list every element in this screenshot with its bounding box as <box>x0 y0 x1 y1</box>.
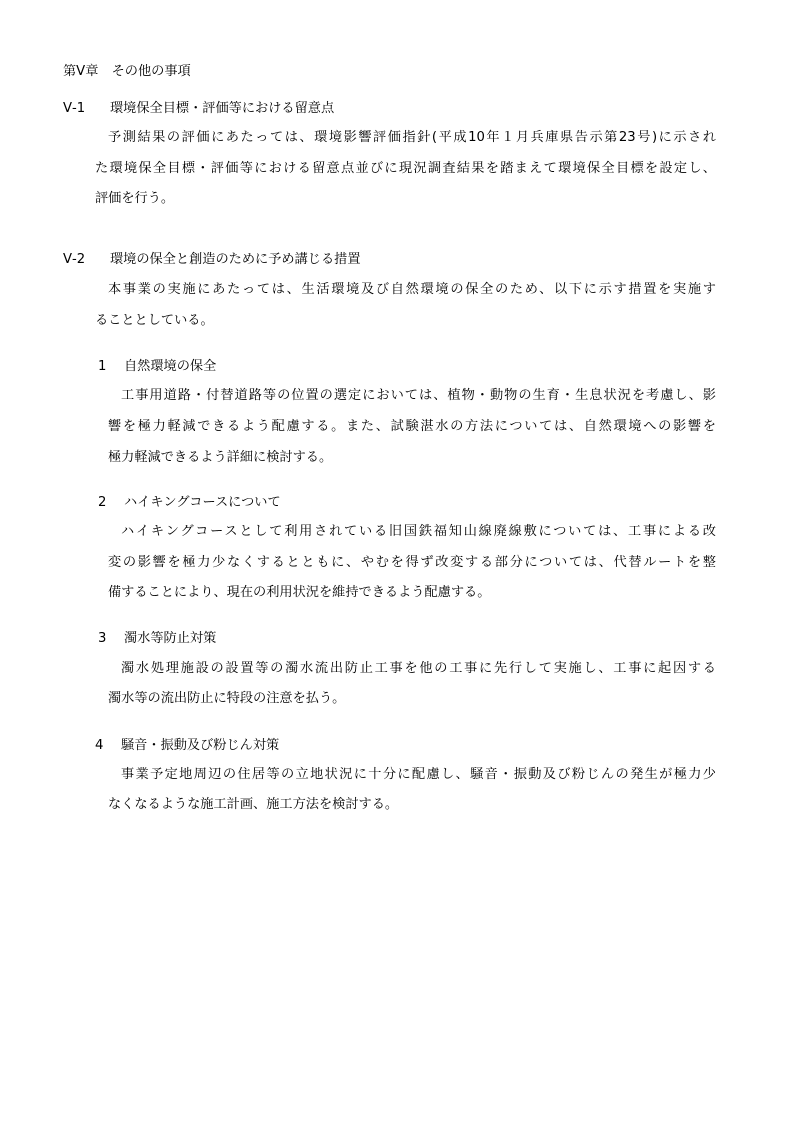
section-1-line-3: 評価を行う。 <box>95 191 175 206</box>
item-2-line-2: 変の影響を極力少なくするとともに、やむを得ず改変する部分については、代替ルートを整 <box>108 555 716 570</box>
section-2-heading: 環境の保全と創造のために予め講じる措置 <box>110 252 361 267</box>
item-1-line-2: 響を極力軽減できるよう配慮する。また、試験湛水の方法については、自然環境への影響を <box>108 419 716 434</box>
item-4-title: 騒音・振動及び粉じん対策 <box>121 738 280 753</box>
item-1-number: 1 <box>98 359 107 374</box>
item-2-title: ハイキングコースについて <box>124 495 281 510</box>
item-3-line-1: 濁水処理施設の設置等の濁水流出防止工事を他の工事に先行して実施し、工事に起因する <box>121 661 716 676</box>
item-1-title: 自然環境の保全 <box>124 359 217 374</box>
section-1-number: Ⅴ-1 <box>63 101 86 116</box>
section-1-line-1: 予測結果の評価にあたっては、環境影響評価指針(平成10年１月兵庫県告示第23号)に示され <box>108 130 716 145</box>
section-2-intro-line-2: ることとしている。 <box>95 313 214 328</box>
item-4-line-1: 事業予定地周辺の住居等の立地状況に十分に配慮し、騒音・振動及び粉じんの発生が極力少 <box>121 767 716 782</box>
section-1-heading: 環境保全目標・評価等における留意点 <box>110 101 335 116</box>
section-2-intro-line-1: 本事業の実施にあたっては、生活環境及び自然環境の保全のため、以下に示す措置を実施す <box>108 282 716 297</box>
item-3-title: 濁水等防止対策 <box>124 631 217 646</box>
section-1-line-2: た環境保全目標・評価等における留意点並びに現況調査結果を踏まえて環境保全目標を設定し、 <box>95 161 716 176</box>
chapter-title: 第Ⅴ章 その他の事項 <box>63 64 191 79</box>
item-1-line-3: 極力軽減できるよう詳細に検討する。 <box>108 450 333 465</box>
item-4-line-2: なくなるような施工計画、施工方法を検討する。 <box>108 797 399 812</box>
item-2-line-3: 備することにより、現在の利用状況を維持できるよう配慮する。 <box>108 585 491 600</box>
item-3-line-2: 濁水等の流出防止に特段の注意を払う。 <box>108 691 346 706</box>
item-4-number: 4 <box>95 738 104 753</box>
section-2-number: Ⅴ-2 <box>63 252 86 267</box>
item-2-line-1: ハイキングコースとして利用されている旧国鉄福知山線廃線敷については、工事による改 <box>121 524 716 539</box>
item-3-number: 3 <box>98 631 107 646</box>
item-2-number: 2 <box>98 495 107 510</box>
item-1-line-1: 工事用道路・付替道路等の位置の選定においては、植物・動物の生育・生息状況を考慮し、影 <box>121 388 716 403</box>
